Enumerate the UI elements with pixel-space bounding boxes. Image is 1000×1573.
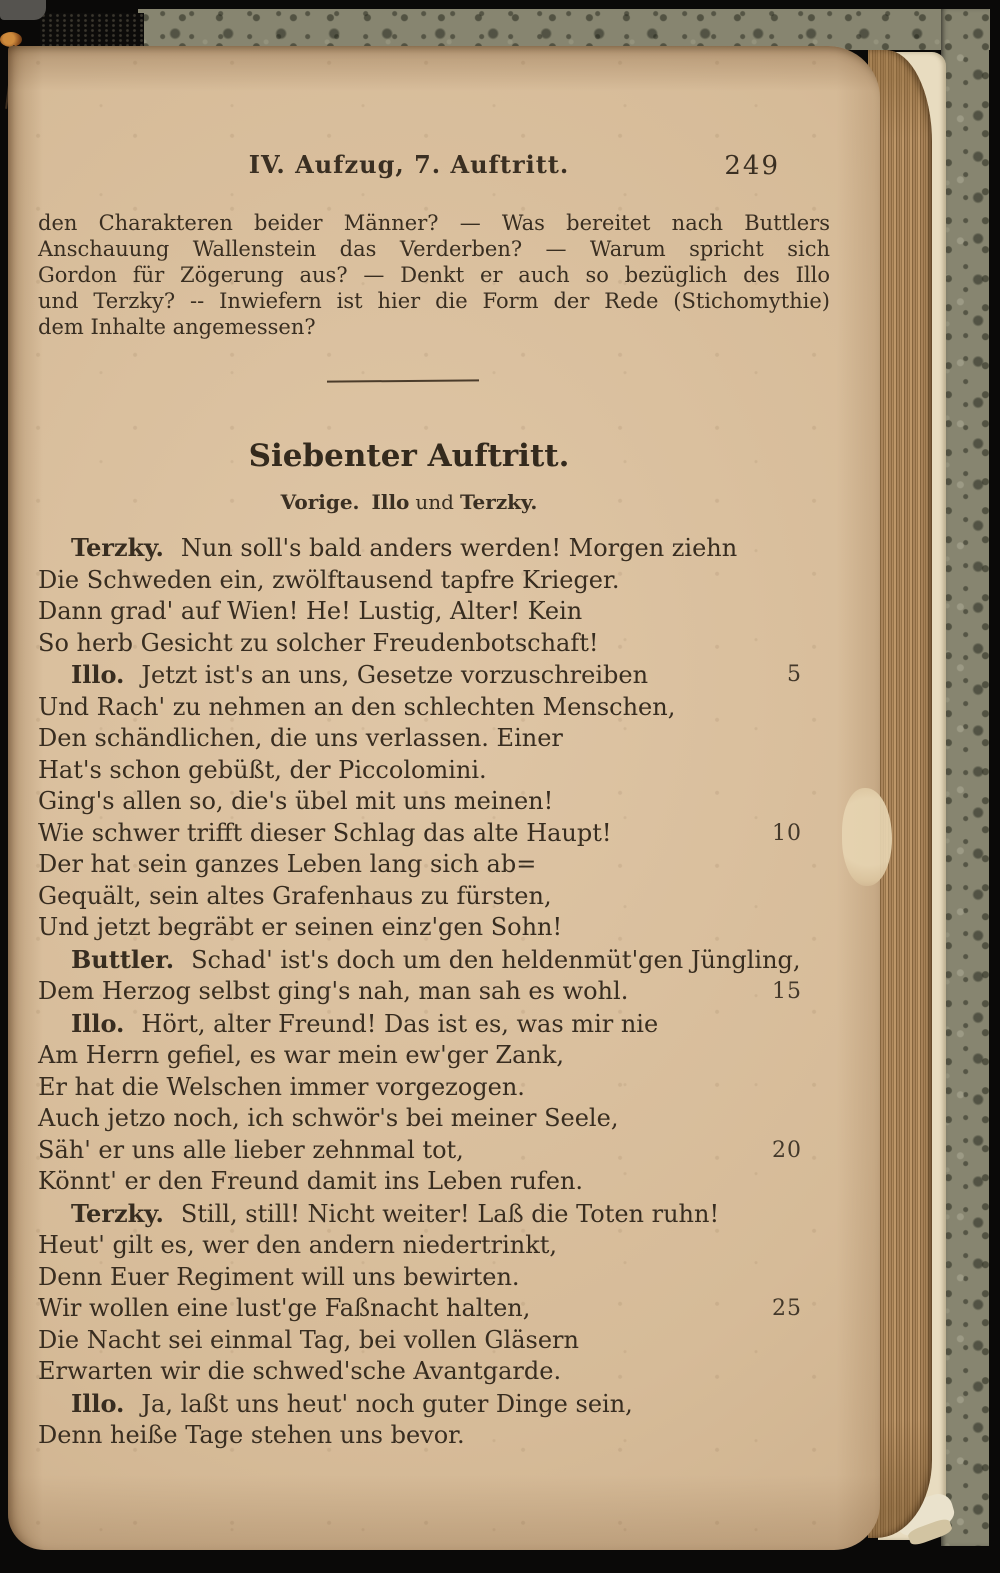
binding-corner-patch	[0, 0, 46, 20]
verse-text: Ging's allen so, die's übel mit uns meinen!	[38, 787, 554, 815]
verse-text: Schad' ist's doch um den heldenmüt'gen Jüngling,	[191, 945, 801, 974]
verse-line	[38, 1040, 830, 1072]
verse-line	[38, 786, 830, 818]
binding-speck	[0, 32, 22, 47]
speaker-name: Buttler.	[71, 944, 175, 974]
study-question-line: und Terzky? -- Inwiefern ist hier die Form der Rede (Stichomythie)	[38, 289, 830, 313]
line-number: 15	[772, 979, 802, 1004]
verse-line	[38, 532, 830, 565]
verse-line	[38, 1293, 830, 1325]
verse-text: Der hat sein ganzes Leben lang sich ab=	[38, 850, 537, 878]
verse-text: Am Herrn gefiel, es war mein ew'ger Zank,	[38, 1041, 565, 1069]
verse-line	[38, 628, 830, 660]
line-number: 10	[772, 820, 802, 846]
verse-line	[38, 1388, 830, 1421]
verse-text: Dann grad' auf Wien! He! Lustig, Alter! Kein	[38, 597, 583, 625]
verse-line	[38, 565, 830, 597]
verse-line	[38, 755, 830, 787]
section-divider	[327, 379, 479, 382]
verse-line	[38, 1166, 830, 1198]
verse-line	[38, 1230, 830, 1262]
verse-text: Wie schwer trifft dieser Schlag das alte Haupt!	[38, 818, 612, 847]
scene-character: Vorige.	[280, 490, 360, 514]
book-cover-top	[138, 9, 990, 50]
verse-line	[38, 944, 830, 977]
verse-block	[38, 532, 830, 1452]
verse-line	[38, 1356, 830, 1388]
verse-text: Nun soll's bald anders werden! Morgen ziehn	[180, 534, 738, 562]
verse-text: Und Rach' zu nehmen an den schlechten Menschen,	[38, 692, 676, 721]
paper-stain	[842, 788, 892, 886]
scene-characters-conjunction: und	[415, 490, 454, 514]
verse-line	[38, 849, 830, 881]
line-number: 5	[787, 662, 802, 687]
verse-text: Ja, laßt uns heut' noch guter Dinge sein,	[141, 1389, 633, 1418]
book-cover-right	[941, 9, 989, 1546]
verse-line	[38, 659, 830, 692]
speaker-name: Terzky.	[71, 1198, 164, 1228]
binding-fabric	[40, 13, 144, 48]
verse-text: Könnt' er den Freund damit ins Leben rufen.	[38, 1167, 584, 1195]
verse-text: Erwarten wir die schwed'sche Avantgarde.	[38, 1357, 562, 1385]
verse-text: Denn Euer Regiment will uns bewirten.	[38, 1262, 520, 1291]
verse-text: Hört, alter Freund! Das ist es, was mir nie	[141, 1009, 659, 1038]
running-header-title: IV. Aufzug, 7. Auftritt.	[248, 150, 570, 179]
verse-text: Wir wollen eine lust'ge Faßnacht halten,	[38, 1294, 531, 1322]
verse-line	[38, 976, 830, 1008]
speaker-name: Terzky.	[71, 533, 164, 562]
verse-text: Gequält, sein altes Grafenhaus zu fürsten,	[38, 881, 552, 910]
verse-line	[38, 723, 830, 755]
verse-line	[38, 1135, 830, 1167]
verse-text: Still, still! Nicht weiter! Laß die Toten ruhn!	[180, 1199, 720, 1228]
verse-line	[38, 1420, 830, 1452]
study-question-line: Anschauung Wallenstein das Verderben? — Warum spricht sich	[38, 237, 830, 261]
study-question-line: dem Inhalte angemessen?	[38, 315, 316, 339]
verse-line	[38, 881, 830, 913]
line-number: 20	[772, 1137, 802, 1163]
verse-text: Heut' gilt es, wer den andern niedertrinkt,	[38, 1231, 558, 1259]
scene-characters	[38, 490, 780, 514]
study-question-line: den Charakteren beider Männer? — Was bereitet nach Buttlers	[38, 211, 830, 235]
speaker-name: Illo.	[71, 1008, 125, 1038]
verse-text: So herb Gesicht zu solcher Freudenbotschaft!	[38, 628, 599, 657]
verse-line	[38, 1072, 830, 1104]
verse-text: Hat's schon gebüßt, der Piccolomini.	[38, 755, 487, 784]
verse-text: Die Nacht sei einmal Tag, bei vollen Gläsern	[38, 1325, 579, 1354]
scene-character: Illo	[371, 490, 410, 514]
verse-text: Dem Herzog selbst ging's nah, man sah es wohl.	[38, 977, 629, 1005]
verse-text: Säh' er uns alle lieber zehnmal tot,	[38, 1135, 464, 1164]
verse-line	[38, 912, 830, 944]
verse-text: Und jetzt begräbt er seinen einz'gen Sohn!	[38, 913, 563, 941]
speaker-name: Illo.	[71, 1388, 125, 1418]
study-question-line: Gordon für Zögerung aus? — Denkt er auch so bezüglich des Illo	[38, 263, 830, 287]
verse-line	[38, 1198, 830, 1231]
book-page	[8, 46, 880, 1550]
page-number: 249	[724, 151, 780, 181]
verse-line	[38, 818, 830, 850]
verse-line	[38, 1262, 830, 1294]
scene-heading: Siebenter Auftritt.	[248, 438, 570, 474]
verse-line	[38, 1325, 830, 1357]
verse-line	[38, 692, 830, 724]
verse-line	[38, 596, 830, 628]
verse-text: Die Schweden ein, zwölftausend tapfre Krieger.	[38, 565, 620, 594]
verse-text: Auch jetzo noch, ich schwör's bei meiner Seele,	[38, 1104, 619, 1132]
verse-text: Denn heiße Tage stehen uns bevor.	[38, 1421, 465, 1449]
study-questions-paragraph	[38, 210, 830, 340]
verse-line	[38, 1008, 830, 1041]
verse-line	[38, 1103, 830, 1135]
scene-head	[38, 438, 780, 514]
page-header	[38, 150, 780, 184]
verse-text: Den schändlichen, die uns verlassen. Einer	[38, 724, 563, 752]
line-number: 25	[772, 1296, 802, 1321]
scene-character: Terzky.	[459, 490, 538, 514]
verse-text: Jetzt ist's an uns, Gesetze vorzuschreiben	[141, 661, 649, 689]
verse-text: Er hat die Welschen immer vorgezogen.	[38, 1072, 525, 1101]
speaker-name: Illo.	[71, 660, 125, 689]
